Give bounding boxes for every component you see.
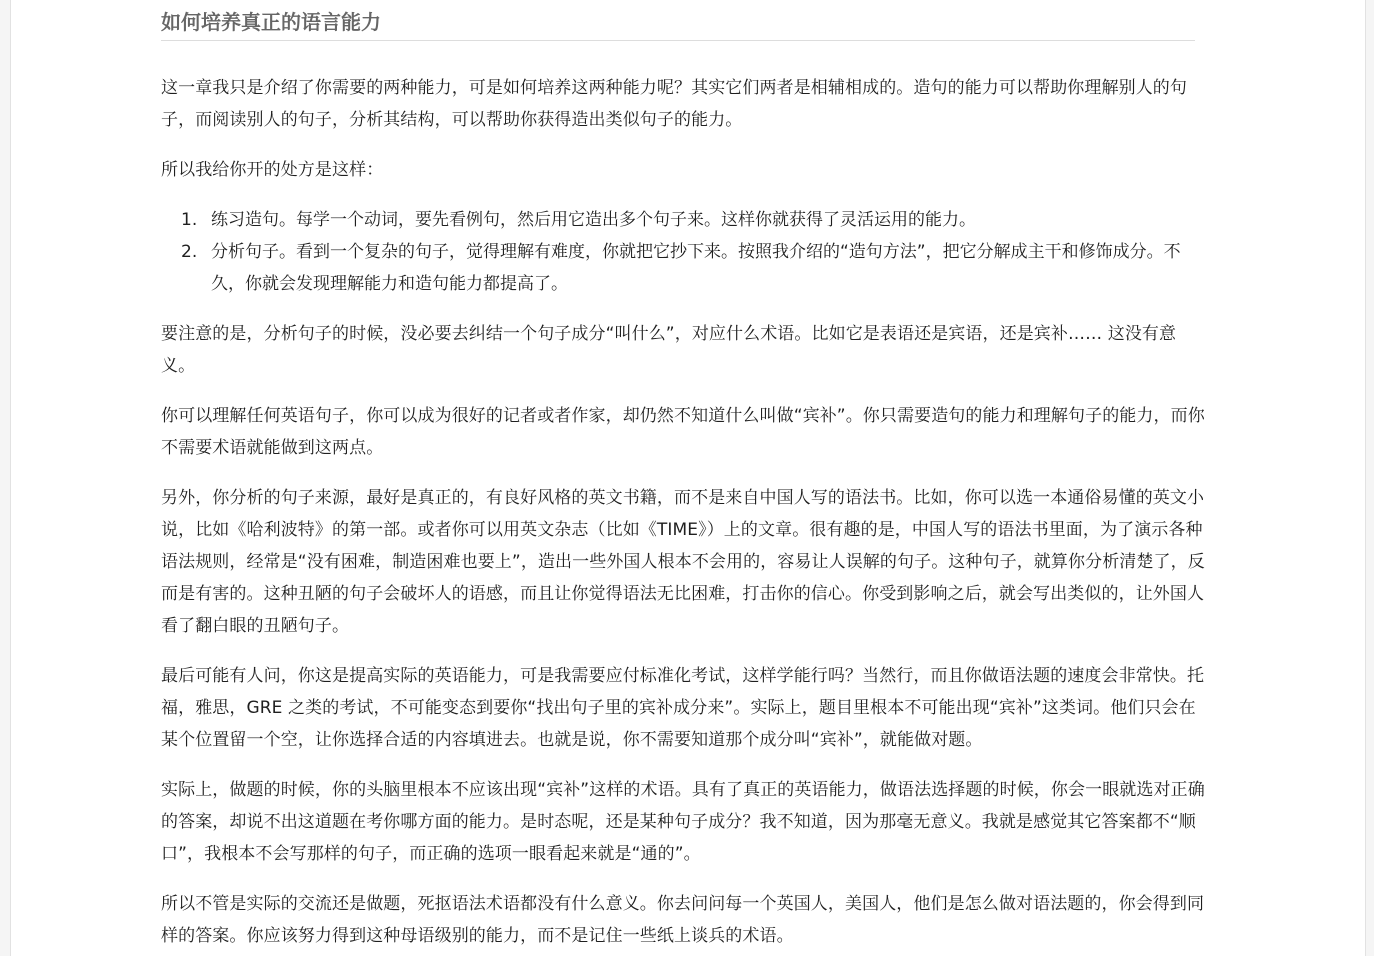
page xyxy=(10,0,1366,956)
paragraph-intro: 这一章我只是介绍了你需要的两种能力，可是如何培养这两种能力呢？其实它们两者是相辅相成的。造句的能力可以帮助你理解别人的句子，而阅读别人的句子，分析其结构，可以帮助你获得造出类似句子的能力。 xyxy=(161,78,1187,130)
paragraph-prescription: 所以我给你开的处方是这样： xyxy=(161,160,384,180)
paragraph-intuition: 实际上，做题的时候，你的头脑里根本不应该出现“宾补”这样的术语。具有了真正的英语能力，做语法选择题的时候，你会一眼就选对正确的答案，却说不出这道题在考你哪方面的能力。是时态呢，还是某种句子成分？我不知道，因为那毫无意义。我就是感觉其它答案都不“顺口”，我根本不会写那样的句子，而正确的选项一眼看起来就是“通的”。 xyxy=(161,780,1205,864)
paragraph-exams: 最后可能有人问，你这是提高实际的英语能力，可是我需要应付标准化考试，这样学能行吗？当然行，而且你做语法题的速度会非常快。托福，雅思，GRE 之类的考试，不可能变态到要你“找出句子里的宾补成分来”。实际上，题目里根本不可能出现“宾补”这类词。他们只会在某个位置留一个空，让你选择合适的内容填进去。也就是说，你不需要知道那个成分叫“宾补”，就能做对题。 xyxy=(161,666,1205,750)
paragraph-terminology: 你可以理解任何英语句子，你可以成为很好的记者或者作家，却仍然不知道什么叫做“宾补”。你只需要造句的能力和理解句子的能力，而你不需要术语就能做到这两点。 xyxy=(161,406,1205,458)
list-item xyxy=(161,236,1207,300)
list-item-number: 2. xyxy=(181,242,198,262)
steps-list xyxy=(161,204,1207,300)
list-item xyxy=(161,204,1207,236)
section-heading: 如何培养真正的语言能力 xyxy=(161,10,1195,41)
list-item-text: 分析句子。看到一个复杂的句子，觉得理解有难度，你就把它抄下来。按照我介绍的“造句方法”，把它分解成主干和修饰成分。不久，你就会发现理解能力和造句能力都提高了。 xyxy=(211,242,1181,294)
list-item-number: 1. xyxy=(181,210,198,230)
list-item-text: 练习造句。每学一个动词，要先看例句，然后用它造出多个句子来。这样你就获得了灵活运用的能力。 xyxy=(211,210,976,230)
paragraph-note: 要注意的是，分析句子的时候，没必要去纠结一个句子成分“叫什么”，对应什么术语。比如它是表语还是宾语，还是宾补…… 这没有意义。 xyxy=(161,324,1177,376)
paragraph-sources: 另外，你分析的句子来源，最好是真正的，有良好风格的英文书籍，而不是来自中国人写的语法书。比如，你可以选一本通俗易懂的英文小说，比如《哈利波特》的第一部。或者你可以用英文杂志（比如《TIME》）上的文章。很有趣的是，中国人写的语法书里面，为了演示各种语法规则，经常是“没有困难，制造困难也要上”，造出一些外国人根本不会用的，容易让人误解的句子。这种句子，就算你分析清楚了，反而是有害的。这种丑陋的句子会破坏人的语感，而且让你觉得语法无比困难，打击你的信心。你受到影响之后，就会写出类似的，让外国人看了翻白眼的丑陋句子。 xyxy=(161,488,1205,636)
paragraph-conclusion: 所以不管是实际的交流还是做题，死抠语法术语都没有什么意义。你去问问每一个英国人，美国人，他们是怎么做对语法题的，你会得到同样的答案。你应该努力得到这种母语级别的能力，而不是记住一些纸上谈兵的术语。 xyxy=(161,894,1205,946)
article-content xyxy=(161,0,1207,952)
